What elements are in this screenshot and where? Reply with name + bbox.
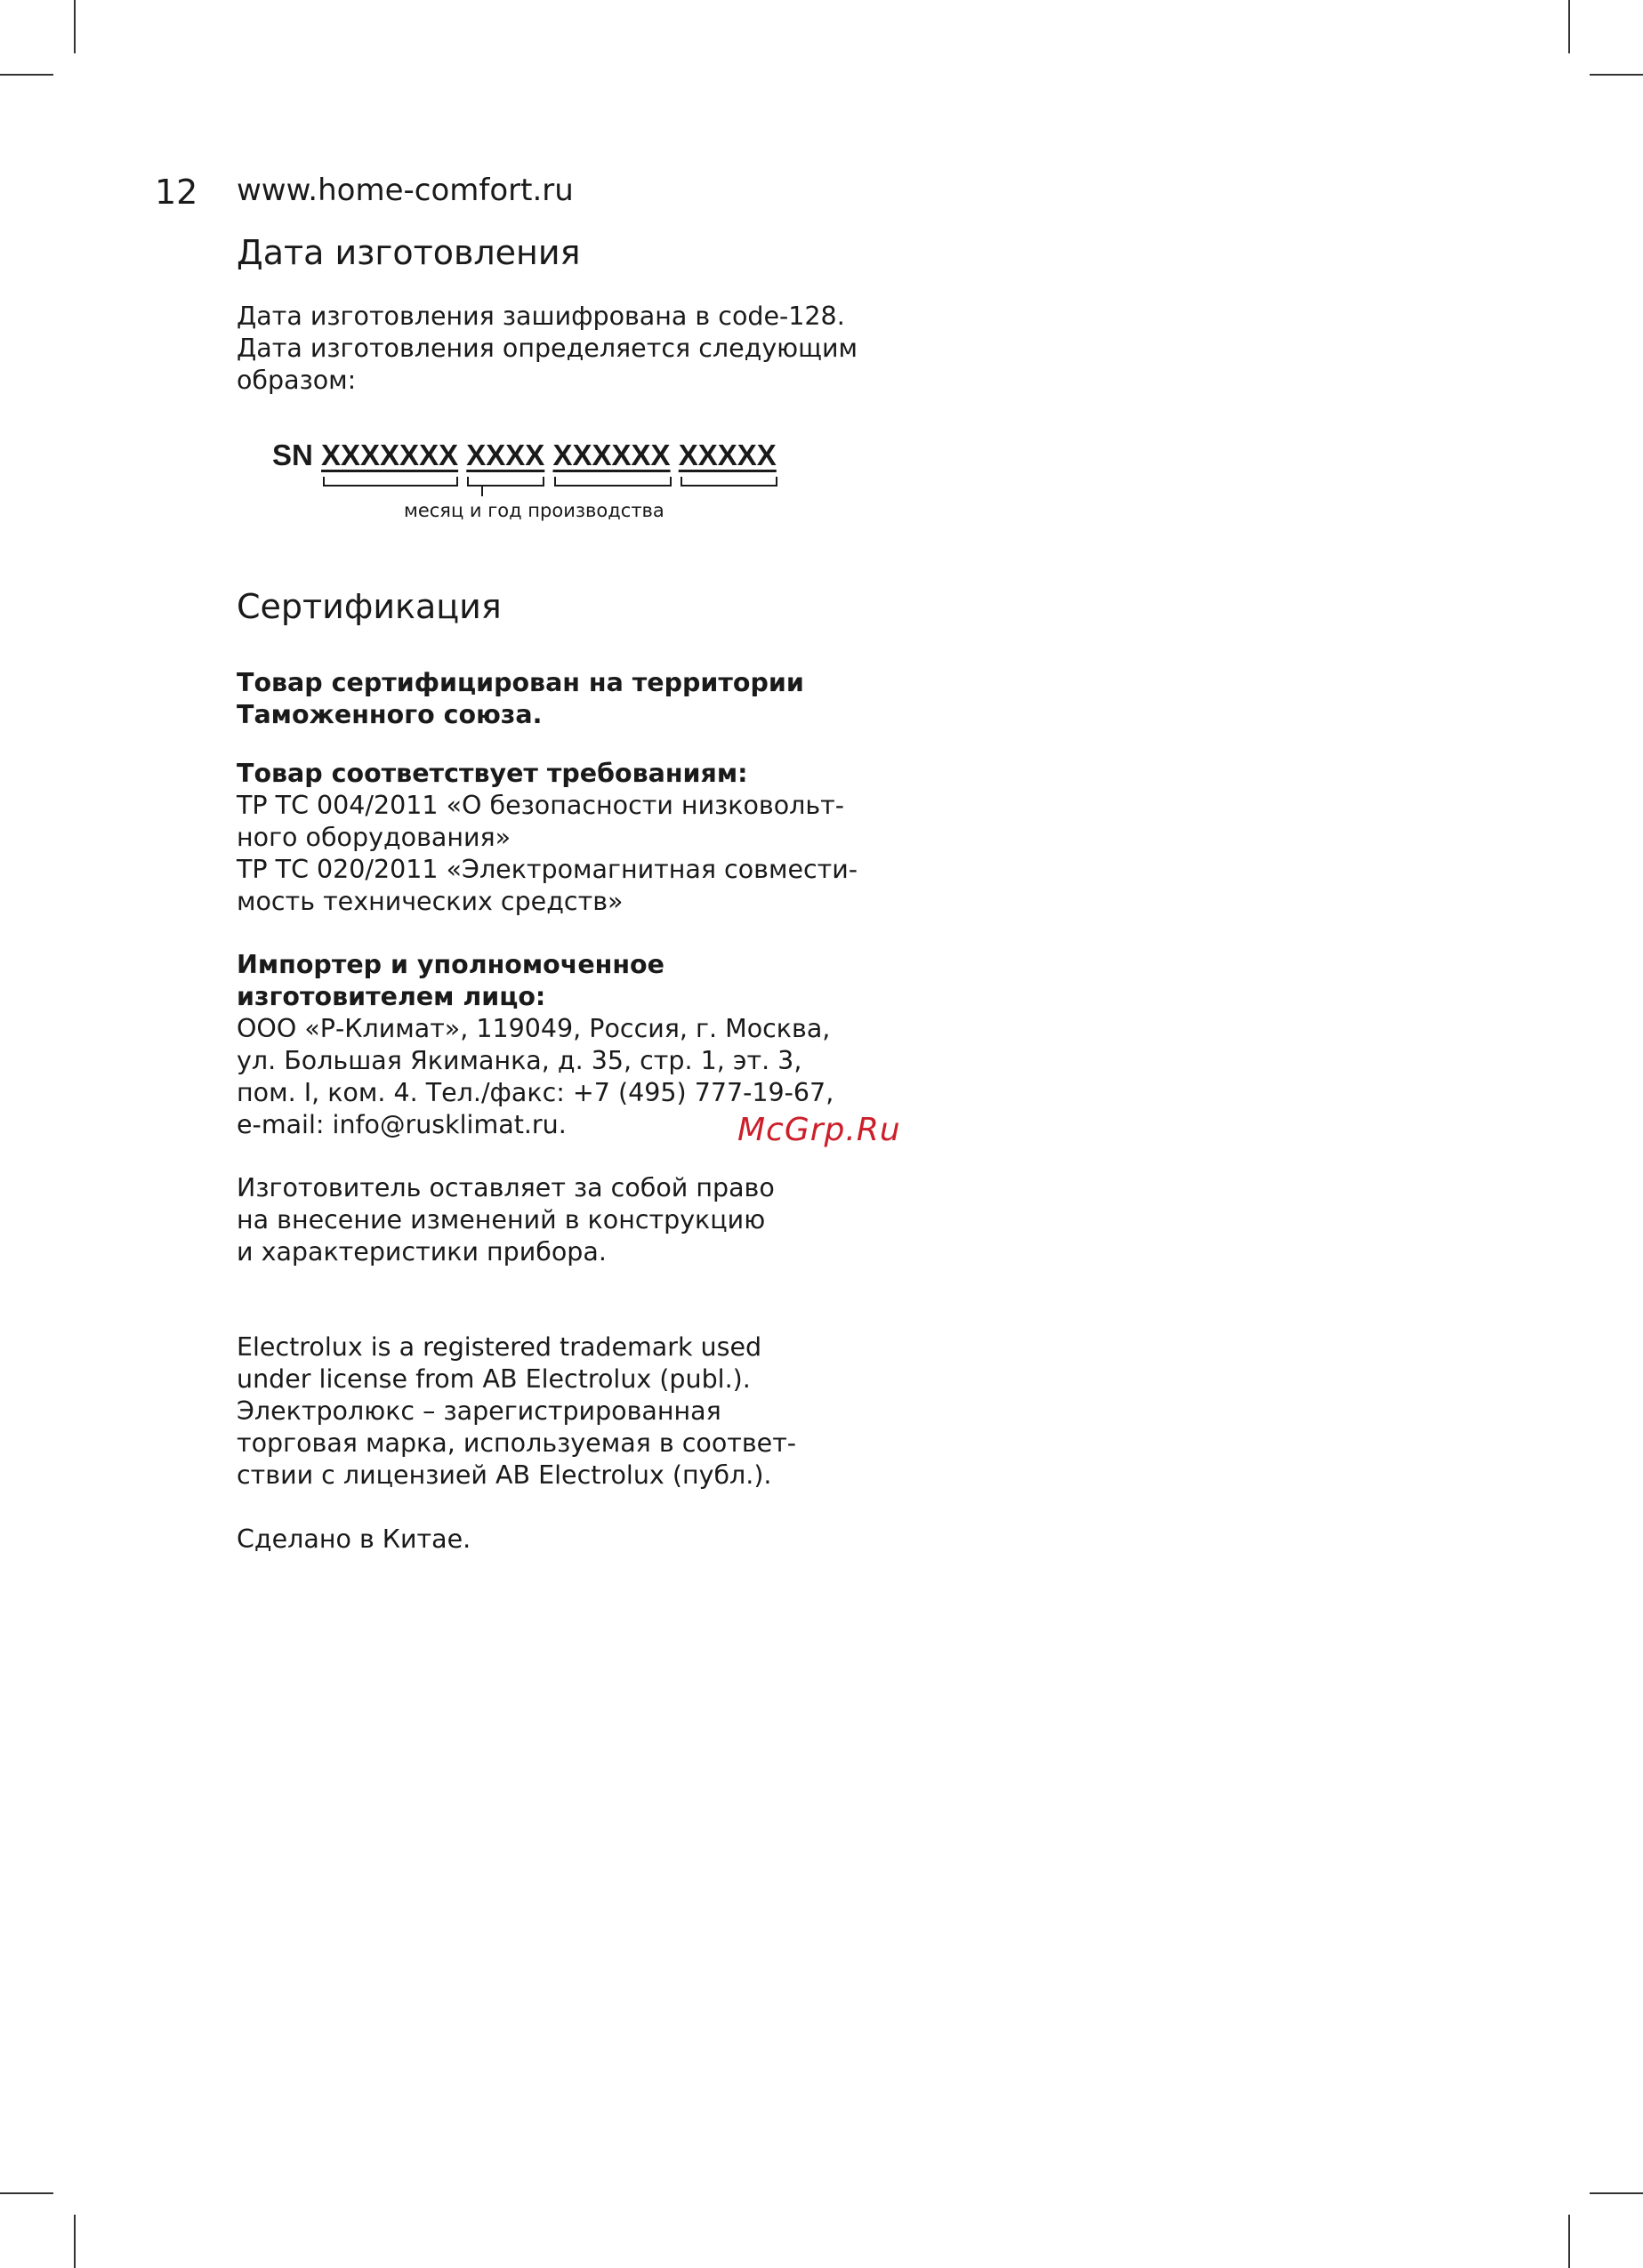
crop-mark: [1590, 74, 1643, 76]
serial-number-diagram: [272, 438, 806, 521]
serial-group: XXXX: [466, 438, 545, 471]
serial-caption: месяц и год производства: [404, 500, 664, 521]
trademark-notice: Electrolux is a registered trademark used under license from AB Electrolux (publ.). Электролюкс – зарегистрированная торговая марка, используемая в соответ- ствии с лицензией AB Electrolux (публ.).: [237, 1332, 797, 1490]
manufacture-date-text: Дата изготовления зашифрована в code-128. Дата изготовления определяется следующим образом:: [237, 302, 858, 395]
bracket: [324, 477, 457, 486]
requirements-block: Товар соответствует требованиям: ТР ТС 004/2011 «О безопасности низковольт- ного оборудования» ТР ТС 020/2011 «Электромагнитная совмести- мость технических средств»: [237, 758, 913, 918]
serial-prefix: SN: [272, 438, 313, 471]
requirements-heading: Товар соответствует требованиям:: [237, 759, 748, 788]
site-url: www.home-comfort.ru: [237, 173, 574, 208]
bracket: [468, 477, 544, 486]
crop-mark: [0, 74, 53, 76]
rights-notice: Изготовитель оставляет за собой право на внесение изменений в конструкцию и характеристики прибора.: [237, 1173, 775, 1267]
serial-group: XXXXXXX: [321, 438, 459, 471]
country-of-origin: Сделано в Китае.: [237, 1524, 471, 1554]
importer-heading: Импортер и уполномоченное: [237, 950, 664, 979]
serial-group: XXXXX: [678, 438, 777, 471]
importer-heading: изготовителем лицо:: [237, 982, 546, 1011]
page-number: 12: [155, 173, 198, 212]
crop-mark: [1568, 0, 1570, 53]
bracket: [681, 477, 777, 486]
serial-group: XXXXXX: [552, 438, 671, 471]
crop-mark: [74, 2215, 76, 2268]
crop-mark: [1590, 2192, 1643, 2194]
bracket: [555, 477, 671, 486]
serial-brackets: [272, 473, 806, 500]
crop-mark: [0, 2192, 53, 2194]
watermark: McGrp.Ru: [737, 1112, 901, 1148]
customs-union-statement: Товар сертифицирован на территории Таможенного союза.: [237, 668, 804, 729]
importer-block: Импортер и уполномоченное изготовителем лицо: ООО «Р-Климат», 119049, Россия, г. Москва, ул. Большая Якиманка, д. 35, стр. 1, эт. 3, пом. I, ком. 4. Тел./факс: +7 (495) 777-19-67, e-mail: info@rusklimat.ru.: [237, 949, 913, 1141]
crop-mark: [74, 0, 76, 53]
crop-mark: [1568, 2215, 1570, 2268]
certification-title: Сертификация: [237, 587, 502, 626]
manufacture-date-title: Дата изготовления: [237, 233, 581, 272]
